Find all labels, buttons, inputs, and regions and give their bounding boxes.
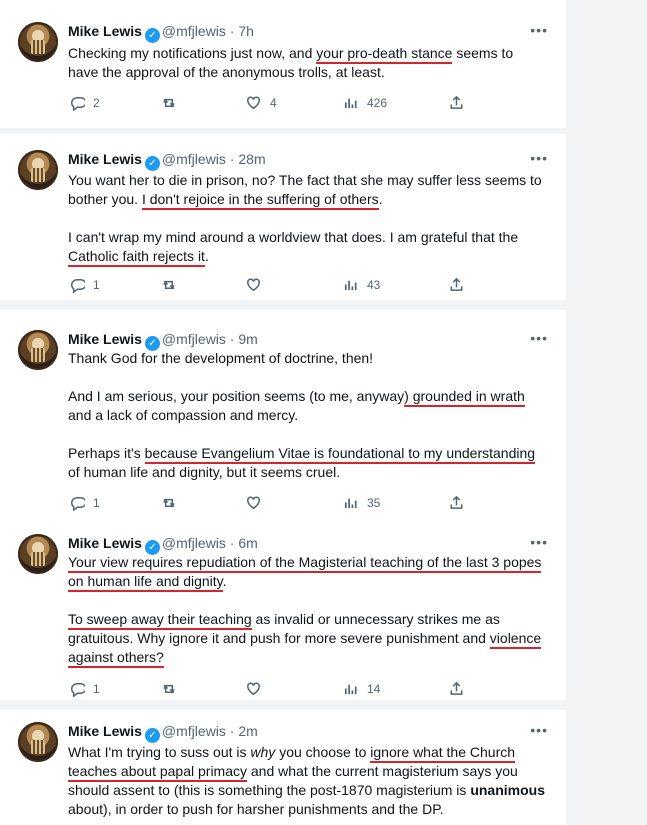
- retweet-icon[interactable]: [160, 680, 177, 697]
- underlined-text: ignore what the Church teaches about papal primacy: [68, 744, 515, 782]
- more-icon[interactable]: •••: [530, 150, 548, 166]
- tweet-card[interactable]: [0, 710, 566, 825]
- tweet-paragraph: [68, 171, 546, 209]
- text-segment: What I'm trying to suss out is: [68, 744, 251, 760]
- avatar[interactable]: [18, 534, 58, 574]
- like-icon[interactable]: [245, 494, 262, 511]
- text-segment: and what the current magisterium says you should assent to (this is something the post-1870 magisterium is: [68, 763, 518, 798]
- share-action[interactable]: [448, 94, 465, 111]
- avatar[interactable]: [18, 22, 58, 62]
- retweet-action[interactable]: [160, 276, 185, 293]
- verified-badge-icon: ✓: [145, 540, 160, 555]
- text-segment: You want her to die in prison, no? The fact that she may suffer less seems to bother you.: [68, 172, 542, 207]
- tweet-card[interactable]: [0, 0, 566, 128]
- reply-action[interactable]: [68, 494, 100, 511]
- likes-count: 4: [270, 95, 277, 110]
- author-name[interactable]: Mike Lewis: [68, 535, 142, 551]
- share-icon[interactable]: [448, 494, 465, 511]
- text-segment: .: [222, 573, 227, 589]
- views-action[interactable]: [342, 276, 380, 293]
- reply-icon[interactable]: [68, 276, 85, 293]
- text-segment: And I am serious, your position seems (to me, anyway: [68, 388, 405, 404]
- share-action[interactable]: [448, 494, 465, 511]
- text-segment: and a lack of compassion and mercy.: [68, 407, 299, 423]
- like-action[interactable]: [245, 94, 277, 111]
- author-handle[interactable]: @mfjlewis: [161, 331, 226, 347]
- text-segment: you choose to: [275, 744, 371, 760]
- text-segment: .: [204, 248, 209, 264]
- like-action[interactable]: [245, 680, 270, 697]
- tweet-time[interactable]: 9m: [238, 331, 258, 347]
- text-segment: as invalid or unnecessary strikes me as gratuitous. Why ignore it and push for more severe punishment and: [68, 611, 500, 646]
- tweet-paragraph: [68, 610, 546, 667]
- tweet-text: [68, 171, 546, 266]
- reply-icon[interactable]: [68, 494, 85, 511]
- underlined-text: Your view requires repudiation of the Magisterial teaching of the last 3 popes on human life and dignity: [68, 554, 541, 592]
- reply-icon[interactable]: [68, 680, 85, 697]
- underlined-text: I don't rejoice in the suffering of others: [142, 191, 379, 210]
- share-action[interactable]: [448, 680, 465, 697]
- underlined-text: your pro-death stance: [316, 45, 452, 64]
- author-handle[interactable]: @mfjlewis: [161, 23, 226, 39]
- underlined-text: because Evangelium Vitae is foundational to my understanding: [145, 445, 535, 464]
- retweet-icon[interactable]: [160, 94, 177, 111]
- replies-count: 2: [93, 95, 100, 110]
- tweet-time[interactable]: 28m: [238, 151, 266, 167]
- text-segment: seems to have the approval of the anonymous trolls, at least.: [68, 45, 514, 80]
- avatar[interactable]: [18, 150, 58, 190]
- verified-badge-icon: ✓: [145, 728, 160, 743]
- tweet-text: [68, 44, 546, 82]
- text-segment: about), in order to push for harsher punishments and the DP.: [68, 801, 444, 817]
- share-icon[interactable]: [448, 94, 465, 111]
- like-action[interactable]: [245, 494, 270, 511]
- tweet-header: [68, 22, 254, 43]
- separator-dot: ·: [225, 723, 239, 739]
- text-segment: Checking my notifications just now, and: [68, 45, 317, 61]
- author-handle[interactable]: @mfjlewis: [161, 723, 226, 739]
- views-action[interactable]: [342, 94, 387, 111]
- more-icon[interactable]: •••: [530, 722, 548, 738]
- views-count: 35: [367, 495, 381, 510]
- reply-action[interactable]: [68, 94, 100, 111]
- views-icon[interactable]: [342, 494, 359, 511]
- underlined-text: ) grounded in wrath: [404, 388, 525, 407]
- tweet-paragraph: [68, 444, 546, 482]
- share-icon[interactable]: [448, 680, 465, 697]
- separator-dot: ·: [225, 331, 239, 347]
- separator-dot: ·: [225, 23, 239, 39]
- underlined-text: violence against others?: [68, 630, 541, 668]
- views-icon[interactable]: [342, 680, 359, 697]
- author-name[interactable]: Mike Lewis: [68, 23, 142, 39]
- underlined-text: Catholic faith rejects it: [68, 248, 205, 267]
- replies-count: 1: [93, 681, 100, 696]
- reply-action[interactable]: [68, 276, 100, 293]
- tweet-time[interactable]: 2m: [238, 723, 258, 739]
- underlined-text: To sweep away their teaching: [68, 611, 252, 630]
- retweet-action[interactable]: [160, 94, 185, 111]
- verified-badge-icon: ✓: [145, 156, 160, 171]
- retweet-icon[interactable]: [160, 276, 177, 293]
- views-action[interactable]: [342, 494, 380, 511]
- like-icon[interactable]: [245, 680, 262, 697]
- share-icon[interactable]: [448, 276, 465, 293]
- like-action[interactable]: [245, 276, 270, 293]
- text-segment: why: [250, 744, 276, 760]
- like-icon[interactable]: [245, 94, 262, 111]
- tweet-paragraph: [68, 387, 546, 425]
- like-icon[interactable]: [245, 276, 262, 293]
- tweet-paragraph: [68, 553, 546, 591]
- views-count: 43: [367, 277, 381, 292]
- author-name[interactable]: Mike Lewis: [68, 723, 142, 739]
- tweet-header: [68, 534, 258, 555]
- more-icon[interactable]: •••: [530, 330, 548, 346]
- text-segment: Thank God for the development of doctrine, then!: [68, 350, 374, 366]
- tweet-time[interactable]: 7h: [238, 23, 254, 39]
- avatar[interactable]: [18, 722, 58, 762]
- tweet-header: [68, 722, 258, 743]
- tweet-text: [68, 743, 546, 819]
- retweet-action[interactable]: [160, 494, 185, 511]
- views-icon[interactable]: [342, 276, 359, 293]
- text-segment: Perhaps it's: [68, 445, 145, 461]
- views-count: 14: [367, 681, 381, 696]
- tweet-card[interactable]: [0, 310, 566, 518]
- retweet-action[interactable]: [160, 680, 185, 697]
- more-icon[interactable]: •••: [530, 22, 548, 38]
- verified-badge-icon: ✓: [145, 336, 160, 351]
- author-handle[interactable]: @mfjlewis: [161, 535, 226, 551]
- tweet-text: [68, 349, 546, 482]
- text-segment: unanimous: [470, 782, 545, 798]
- tweet-time[interactable]: 6m: [238, 535, 258, 551]
- tweet-paragraph: [68, 349, 546, 368]
- replies-count: 1: [93, 277, 100, 292]
- author-name[interactable]: Mike Lewis: [68, 151, 142, 167]
- retweet-icon[interactable]: [160, 494, 177, 511]
- avatar[interactable]: [18, 330, 58, 370]
- tweet-header: [68, 150, 266, 171]
- tweet-card[interactable]: [0, 518, 566, 700]
- views-icon[interactable]: [342, 94, 359, 111]
- tweet-text: [68, 553, 546, 667]
- text-segment: .: [378, 191, 383, 207]
- text-segment: of human life and dignity, but it seems cruel.: [68, 464, 341, 480]
- views-count: 426: [367, 95, 388, 110]
- views-action[interactable]: [342, 680, 380, 697]
- tweet-card[interactable]: [0, 134, 566, 300]
- tweet-header: [68, 330, 258, 351]
- reply-action[interactable]: [68, 680, 100, 697]
- separator-dot: ·: [225, 151, 239, 167]
- text-segment: I can't wrap my mind around a worldview that does. I am grateful that the: [68, 229, 519, 245]
- tweet-paragraph: [68, 743, 546, 819]
- separator-dot: ·: [225, 535, 239, 551]
- replies-count: 1: [93, 495, 100, 510]
- tweet-paragraph: [68, 44, 546, 82]
- more-icon[interactable]: •••: [530, 534, 548, 550]
- author-handle[interactable]: @mfjlewis: [161, 151, 226, 167]
- share-action[interactable]: [448, 276, 465, 293]
- author-name[interactable]: Mike Lewis: [68, 331, 142, 347]
- verified-badge-icon: ✓: [145, 28, 160, 43]
- reply-icon[interactable]: [68, 94, 85, 111]
- tweet-paragraph: [68, 228, 546, 266]
